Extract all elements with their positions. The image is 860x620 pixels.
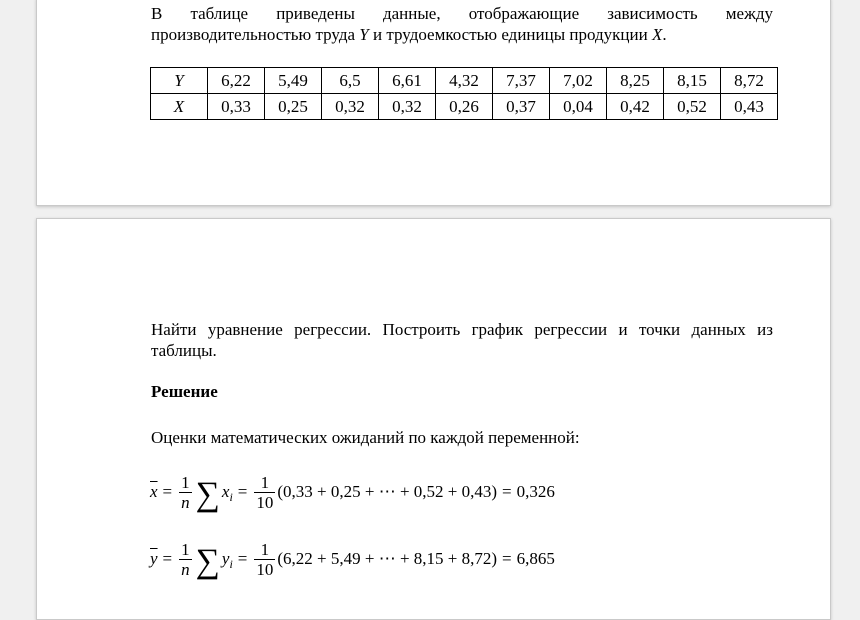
table-cell: 7,02: [550, 68, 607, 94]
sum-subscript: i: [229, 489, 233, 504]
table-cell: 0,42: [607, 94, 664, 120]
formula-expression: (0,33 + 0,25 + ⋯ + 0,52 + 0,43): [277, 482, 498, 501]
table-cell: 0,33: [208, 94, 265, 120]
table-cell: 0,37: [493, 94, 550, 120]
fraction: $\frac{1}{n}$: [181, 539, 190, 579]
table-cell: 0,04: [550, 94, 607, 120]
fraction: $\frac{1}{n}$: [181, 472, 190, 512]
data-table: [150, 67, 778, 120]
intro-text-suffix: .: [662, 25, 667, 44]
table-cell: 8,72: [721, 68, 778, 94]
table-cell: 0,25: [265, 94, 322, 120]
intro-paragraph: [151, 3, 773, 45]
sum-symbol: ∑: [195, 543, 220, 580]
table-cell: 0,52: [664, 94, 721, 120]
formula-result: 0,326: [516, 482, 555, 501]
formula-expression: (6,22 + 5,49 + ⋯ + 8,15 + 8,72): [277, 549, 498, 568]
intro-text-middle: и трудоемкостью единицы продукции: [368, 25, 652, 44]
table-cell: 0,32: [322, 94, 379, 120]
table-cell: 0,32: [379, 94, 436, 120]
table-cell: 8,15: [664, 68, 721, 94]
sum-variable: y: [221, 549, 230, 568]
table-cell: 6,5: [322, 68, 379, 94]
row-label-x: X: [151, 94, 208, 120]
task-paragraph: Найти уравнение регрессии. Построить график регрессии и точки данных из таблицы.: [151, 320, 773, 360]
row-label-y: Y: [151, 68, 208, 94]
formula-y-mean: $\overline{y}$ = $\frac{1}{n}$ ∑ y i = $\frac{1}{10}$ (6,22 + 5,49 + ⋯ + 8,15 + 8,72) = 6,865: [150, 539, 555, 580]
sum-variable: x: [221, 482, 230, 501]
formula-result: 6,865: [516, 549, 555, 568]
intro-text-prefix: В таблице приведены данные, отображающие зависимость между производительностью труда: [151, 4, 773, 44]
sum-symbol: ∑: [195, 476, 220, 513]
table-cell: 6,61: [379, 68, 436, 94]
formula-lhs: $\overline{x}$: [150, 482, 158, 501]
sum-subscript: i: [229, 556, 233, 571]
table-cell: 8,25: [607, 68, 664, 94]
table-row-x: [151, 94, 778, 120]
table-row-y: [151, 68, 778, 94]
var-y: Y: [359, 25, 369, 44]
document-page-2: [36, 218, 831, 620]
formula-x-mean: $\overline{x}$ = $\frac{1}{n}$ ∑ x i = $\frac{1}{10}$ (0,33 + 0,25 + ⋯ + 0,52 + 0,43) = 0,326: [150, 472, 555, 513]
table-cell: 4,32: [436, 68, 493, 94]
var-x: X: [651, 25, 663, 44]
table-cell: 6,22: [208, 68, 265, 94]
solution-heading: Решение: [151, 382, 218, 401]
expectations-intro: Оценки математических ожиданий по каждой переменной:: [151, 428, 580, 447]
formula-lhs: $\overline{y}$: [150, 549, 158, 568]
table-cell: 5,49: [265, 68, 322, 94]
fraction: $\frac{1}{10}$: [256, 472, 274, 512]
document-page-1: [36, 0, 831, 206]
table-cell: 0,26: [436, 94, 493, 120]
table-cell: 0,43: [721, 94, 778, 120]
table-cell: 7,37: [493, 68, 550, 94]
fraction: $\frac{1}{10}$: [256, 539, 274, 579]
